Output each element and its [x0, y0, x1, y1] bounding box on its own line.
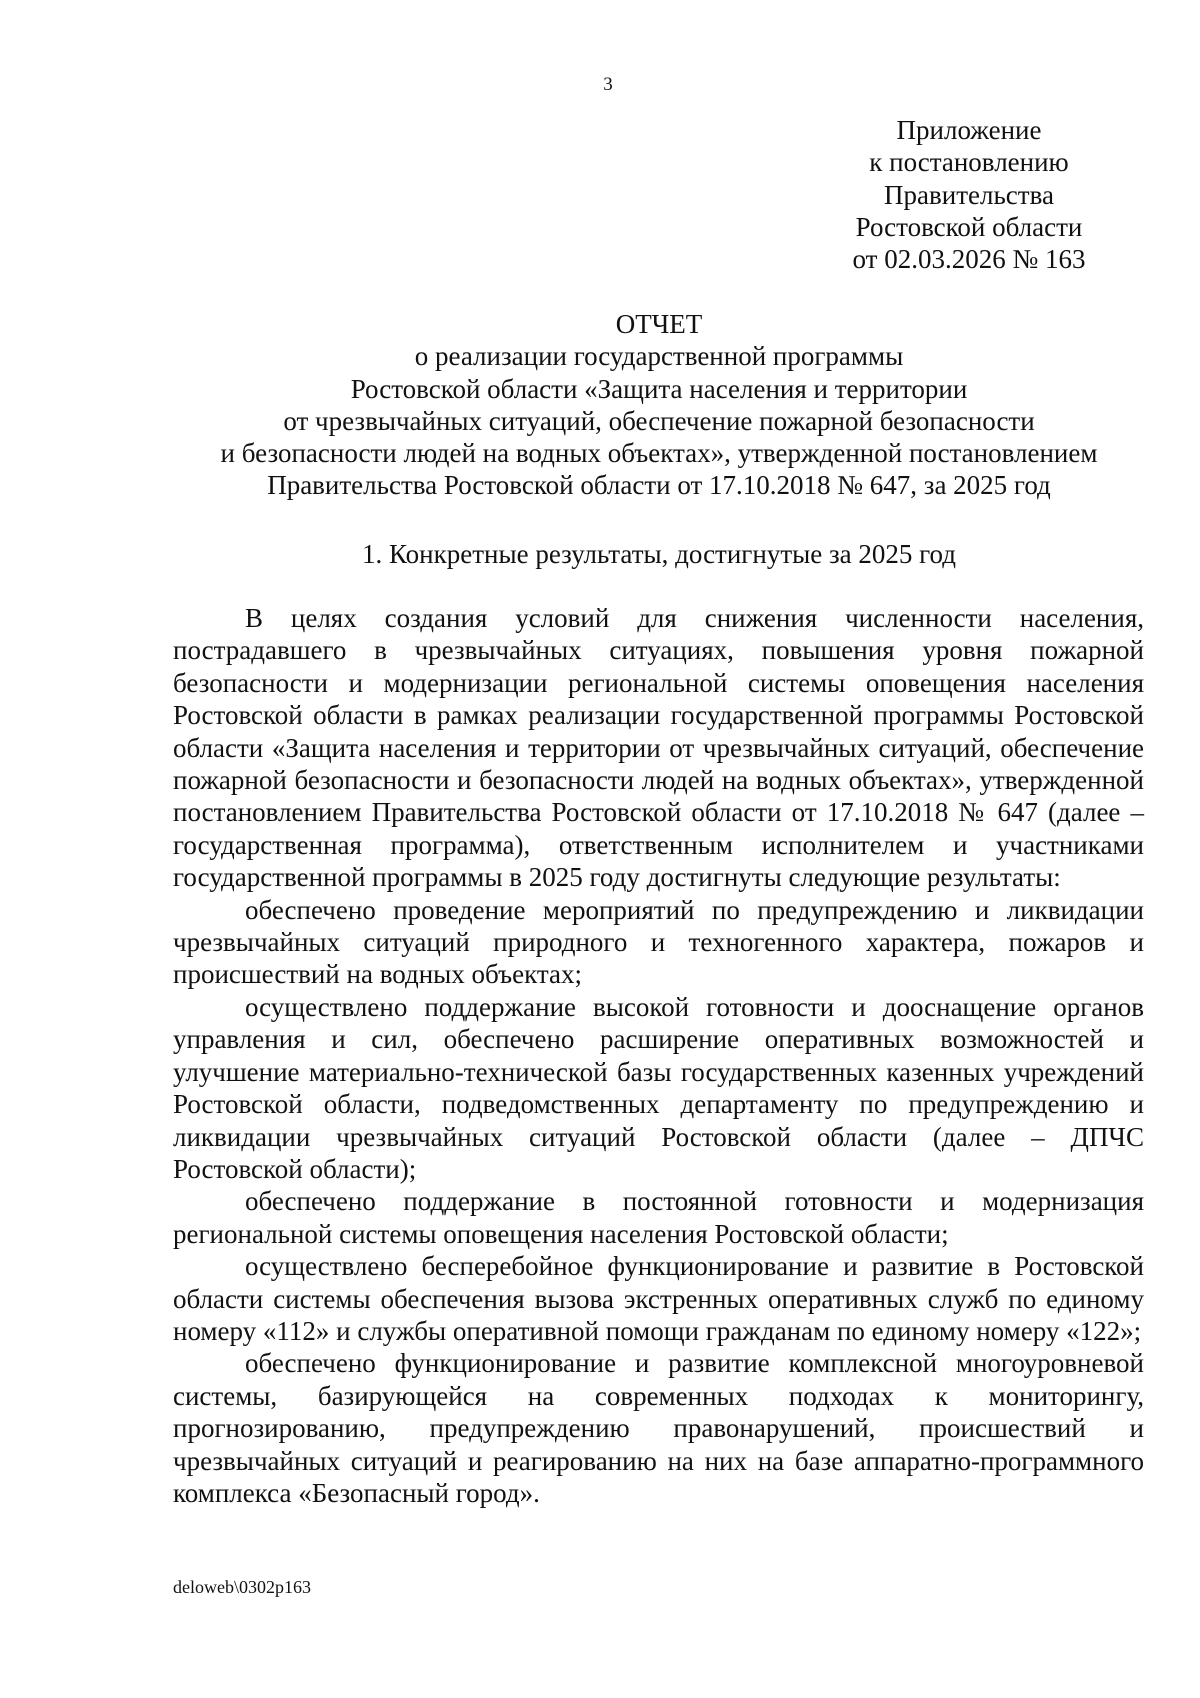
title-line: Ростовской области «Защита населения и территории [350, 373, 968, 404]
appendix-line: Приложение [896, 115, 1042, 145]
appendix-line: к постановлению [869, 147, 1069, 178]
appendix-line: от 02.03.2026 № 163 [852, 244, 1086, 275]
document-title [150, 308, 1168, 502]
appendix-line: Ростовской области [855, 211, 1083, 242]
title-line: и безопасности людей на водных объектах», утвержденной постановлением [220, 438, 1098, 469]
paragraph: В целях создания условий для снижения численности населения, пострадавшего в чрезвычайных ситуациях, повышения уровня пожарной безопасности и модернизации региональной системы оповещения населения Ростовской области в рамках реализации государственной программы Ростовской области «Защита населения и территории от чрезвычайных ситуаций, обеспечение пожарной безопасности и безопасности людей на водных объектах», утвержденной постановлением Правительства Ростовской области от 17.10.2018 № 647 (далее – государственная программа), ответственным исполнителем и участниками государственной программы в 2025 году достигнуты следующие результаты: [173, 603, 1144, 893]
paragraph: обеспечено поддержание в постоянной готовности и модернизация региональной системы оповещения населения Ростовской области; [173, 1186, 1144, 1249]
appendix-block [840, 114, 1098, 275]
body-text [173, 602, 1144, 1509]
title-line: о реализации государственной программы [414, 341, 904, 372]
page-number: 3 [603, 74, 613, 95]
paragraph: осуществлено бесперебойное функционирование и развитие в Ростовской области системы обеспечения вызова экстренных оперативных служб по единому номеру «112» и службы оперативной помощи гражданам по единому номеру «122»; [173, 1251, 1144, 1346]
title-line: Правительства Ростовской области от 17.10.2018 № 647, за 2025 год [267, 470, 1051, 501]
paragraph: обеспечено проведение мероприятий по предупреждению и ликвидации чрезвычайных ситуаций природного и техногенного характера, пожаров и происшествий на водных объектах; [173, 894, 1144, 990]
paragraph: осуществлено поддержание высокой готовности и дооснащение органов управления и сил, обеспечено расширение оперативных возможностей и улучшение материально-технической базы государственных казенных учреждений Ростовской области, подведомственных департаменту по предупреждению и ликвидации чрезвычайных ситуаций Ростовской области (далее – ДПЧС Ростовской области); [173, 991, 1144, 1184]
section-heading: 1. Конкретные результаты, достигнутые за 2025 год [361, 539, 957, 569]
paragraph: обеспечено функционирование и развитие комплексной многоуровневой системы, базирующейся на современных подходах к мониторингу, прогнозированию, предупреждению правонарушений, происшествий и чрезвычайных ситуаций и реагированию на них на базе аппаратно-программного комплекса «Безопасный город». [173, 1348, 1144, 1508]
title-line: от чрезвычайных ситуаций, обеспечение пожарной безопасности [283, 405, 1035, 436]
title-heading: ОТЧЕТ [615, 309, 703, 339]
appendix-line: Правительства [884, 179, 1054, 210]
footer-file-reference: deloweb\0302p163 [173, 1577, 311, 1597]
